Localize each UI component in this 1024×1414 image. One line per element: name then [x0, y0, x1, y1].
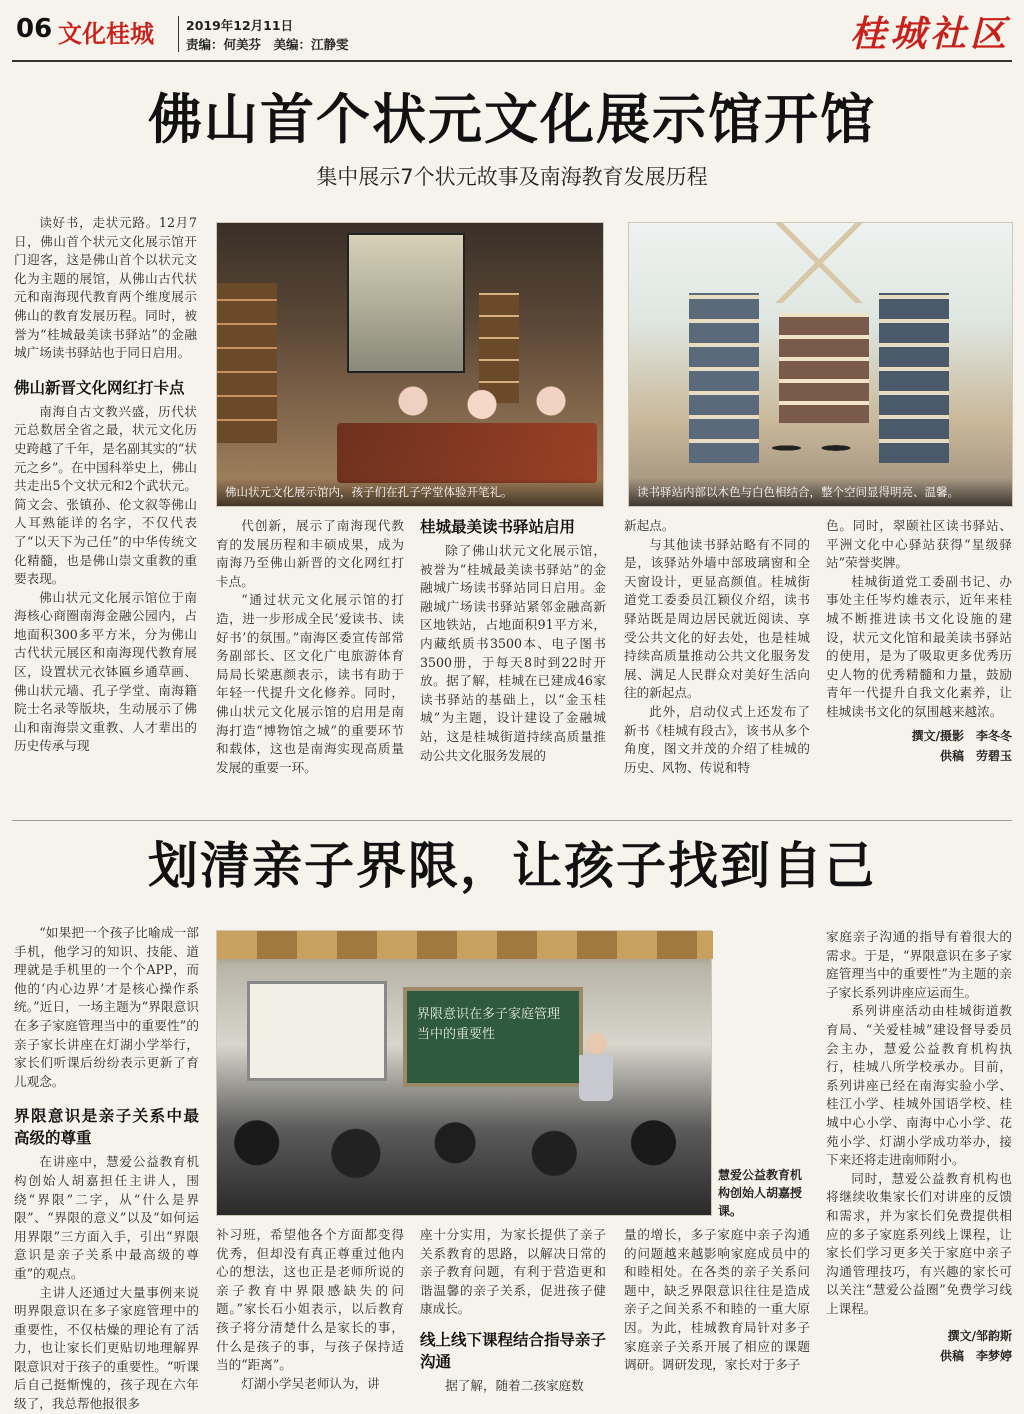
article2-headline: 划清亲子界限，让孩子找到自己 [148, 836, 876, 895]
paragraph: 同时，慧爱公益教育机构也将继续收集家长们对讲座的反馈和需求，并为家长们免费提供相应的多子家庭系列线上课程，让家长们学习更多关于家庭中亲子沟通管理技巧，有兴趣的家长可以关注“慧爱公益圈”免费学习线上课程。 [826, 1170, 1012, 1316]
article2-subheading-2: 线上线下课程结合指导亲子沟通 [420, 1330, 607, 1371]
editor-credits: 责编：何美芬 美编：江静雯 [186, 37, 349, 52]
page-number: 06 [16, 14, 53, 44]
children-group [367, 373, 597, 443]
paragraph: 与其他读书驿站略有不同的是，该驿站外墙中部玻璃窗和全天窗设计，更显高颜值。桂城街道党工委委员江颖仪介绍，读书驿站既是周边居民就近阅读、享受公共文化的好去处，也是桂城持续高质量推动公共文化服务发展、满足人民群众对美好生活向往的新起点。 [624, 536, 810, 701]
page-header [0, 0, 1024, 62]
article2-col4 [624, 1226, 810, 1375]
paragraph: 在讲座中，慧爱公益教育机构创始人胡嘉担任主讲人，围绕“界限”二字，从“什么是界限”、“界限的意义”以及“如何运用界限”三方面入手，引出“界限意识是亲子关系中最高级的尊重”的观点。 [14, 1154, 199, 1281]
photo1-caption: 佛山状元文化展示馆内，孩子们在孔子学堂体验开笔礼。 [217, 478, 603, 506]
projector-screen [247, 981, 387, 1081]
header-divider [178, 16, 179, 52]
section-name: 文化桂城 [58, 19, 154, 48]
article1-subheadline: 集中展示7个状元故事及南海教育发展历程 [316, 165, 708, 189]
paragraph: 据了解，随着二孩家庭数 [445, 1377, 584, 1393]
paragraph: 主讲人还通过大量事例来说明界限意识在多子家庭管理中的重要性，不仅枯燥的理论有了活力，也让家长们更贴切地理解界限意识对于孩子的重要性。“听课后自己挺惭愧的，孩子现在六年级了，我总帮他报很多 [14, 1284, 199, 1412]
article1-source: 供稿 劳碧玉 [939, 748, 1012, 763]
article1-col4 [624, 517, 810, 777]
stools [759, 433, 869, 463]
paragraph: 色。同时，翠颐社区读书驿站、平洲文化中心驿站获得“星级驿站”荣誉奖牌。 [826, 518, 1012, 571]
paragraph: 补习班，希望他各个方面都变得优秀，但却没有真正尊重过他内心的想法，这也正是老师所说的亲子教育中界限感缺失的问题。”家长石小姐表示，以后教育孩子将分清楚什么是家长的事，什么是孩子的事，与孩子保持适当的“距离”。 [216, 1227, 404, 1373]
shelf-right [879, 293, 949, 463]
shelf-left [689, 293, 759, 463]
paragraph: 灯湖小学吴老师认为，讲 [241, 1375, 380, 1391]
article1-subheading-2: 桂城最美读书驿站启用 [420, 518, 576, 536]
article2-subheading-1: 界限意识是亲子关系中最高级的尊重 [14, 1107, 199, 1148]
article2-col1 [14, 924, 199, 1414]
article2-byline: 撰文/邹韵斯 [947, 1329, 1012, 1344]
photo-reading-station [628, 222, 1013, 507]
paragraph: 桂城街道党工委副书记、办事处主任岑灼雄表示，近年来桂城不断推进读书文化设施的建设，状元文化馆和最美读书驿站的使用，是为了吸取更多优秀历史人物的优秀精髓和力量，鼓励青年一代提升自我文化素养，让桂城读书文化的氛围越来越浓。 [826, 573, 1012, 719]
roof-beams [669, 223, 969, 303]
article2-col3 [420, 1226, 606, 1396]
paragraph: “通过状元文化展示馆的打造，进一步形成全民‘爱读书、读好书’的氛围。”南海区委宣传部常务副部长、区文化广电旅游体育局局长梁惠颜表示，读书有助于年轻一代提升文化修养。同时，佛山状元文化展示馆的启用是南海打造“博物馆之城”的重要环节和载体，这也是南海实现高质量发展的重要一环。 [216, 592, 404, 775]
shelf-center [779, 313, 869, 423]
article1-byline: 撰文/摄影 李冬冬 [911, 728, 1012, 743]
speaker [579, 1031, 613, 1101]
paragraph: 南海自古文教兴盛，历代状元总数居全省之最，状元文化历史跨越了千年，是名副其实的“状元之乡”。在中国科举史上，佛山共走出5个文状元和2个武状元。简文会、张镇孙、伦文叙等佛山人耳熟能详的名字，不仅代表了“以天下为己任”的中华传统文化精髓，也是佛山崇文重教的重要表现。 [14, 403, 197, 587]
paragraph: 佛山状元文化展示馆位于南海核心商圈南海金融公园内，占地面积300多平方米，分为佛山古代状元展区和南海现代教育展区，设置状元衣钵匾乡通草画、佛山状元墙、孔子学堂、南海籍院士名录等版块，生动展示了佛山和南海崇文重教、人才辈出的历史传承与现 [14, 589, 197, 754]
paragraph: 代创新，展示了南海现代教育的发展历程和丰硕成果，成为南海乃至佛山新晋的文化网红打卡点。 [216, 518, 404, 589]
paragraph: 新起点。 [624, 518, 675, 533]
classroom-banner [217, 931, 713, 959]
photo-lecture [216, 930, 712, 1216]
chalkboard-text: 界限意识在多子家庭管理当中的重要性 [417, 1007, 561, 1042]
issue-date: 2019年12月11日 [186, 18, 294, 33]
article2-source: 供稿 李梦婷 [939, 1349, 1012, 1364]
article1-col2 [216, 517, 404, 777]
paragraph: 座十分实用，为家长提供了亲子关系教育的思路，以解决日常的亲子教育问题，有利于营造更和谐温馨的亲子关系，促进孩子健康成长。 [420, 1227, 606, 1317]
photo2-caption: 读书驿站内部以木色与白色相结合，整个空间显得明亮、温馨。 [629, 478, 1012, 506]
paragraph: 家庭亲子沟通的指导有着很大的需求。于是，“界限意识在多子家庭管理当中的重要性”为主题的亲子家长系列讲座应运而生。 [826, 929, 1012, 1000]
article-divider [12, 820, 1012, 821]
article2-col2 [216, 1226, 404, 1393]
article1-subheading-1: 佛山新晋文化网红打卡点 [14, 378, 185, 397]
paragraph: 系列讲座活动由桂城街道教育局、“关爱桂城”建设督导委员会主办，慧爱公益教育机构执行，桂城八所学校承办。目前，系列讲座已经在南海实验小学、桂江小学、桂城外国语学校、桂城中心小学、南海中心小学、花苑小学、灯湖小学成功举办，接下来还将走进南师附小。 [826, 1003, 1012, 1168]
header-rule [12, 60, 1012, 62]
paragraph: 除了佛山状元文化展示馆，被誉为“桂城最美读书驿站”的金融城广场读书驿站同日启用。金融城广场读书驿站紧邻金融高新区地铁站，占地面积91平方米，内藏纸质书3500本、电子图书3500册，于每天8时到22时开放。据了解，桂城在已建成46家读书驿站的基础上，以“金玉桂城”为主题，设计建设了金融城站，这是桂城街道持续高质量推动公共文化服务发展的 [420, 543, 606, 763]
paragraph: 量的增长，多子家庭中亲子沟通的问题越来越影响家庭成员中的和睦相处。在各类的亲子关系问题中，缺乏界限意识往往是造成亲子之间关系不和睦的一重大原因。为此，桂城教育局针对多子家庭亲子关系开展了相应的课题调研。调研发现，家长对于多子 [624, 1227, 810, 1373]
chalkboard [403, 987, 583, 1087]
article1-lead: 读好书，走状元路。12月7日，佛山首个状元文化展示馆开门迎客，这是佛山首个以状元文化为主题的展馆，从佛山古代状元和南海现代教育两个维度展示佛山的教育发展历程。同时，被誉为“桂城最美读书驿站”的金融城广场读书驿站也于同日启用。 [14, 215, 197, 361]
brand-logo: 桂城社区 [849, 13, 1010, 55]
photo3-caption: 慧爱公益教育机构创始人胡嘉授课。 [718, 1168, 803, 1218]
article2-lead: “如果把一个孩子比喻成一部手机，他学习的知识、技能、道理就是手机里的一个个APP，而他的‘内心边界’才是核心操作系统。”近日，一场主题为“界限意识在多子家庭管理当中的重要性”的亲子家长讲座在灯湖小学举行，家长们听课后纷纷表示更新了育儿观念。 [14, 925, 199, 1089]
paragraph: 此外，启动仪式上还发布了新书《桂城有段古》，该书从多个角度，图文并茂的介绍了桂城的历史、风物、传说和特 [624, 703, 810, 775]
photo-exhibition-hall [216, 222, 604, 507]
article1-headline: 佛山首个状元文化展示馆开馆 [148, 87, 876, 151]
audience [217, 1111, 713, 1217]
bookshelf-left [217, 283, 277, 443]
article1-col5 [826, 517, 1012, 766]
article2-col5 [826, 928, 1012, 1366]
projection-screen [347, 233, 465, 373]
article1-col3 [420, 510, 606, 765]
article1-col1 [14, 214, 197, 756]
